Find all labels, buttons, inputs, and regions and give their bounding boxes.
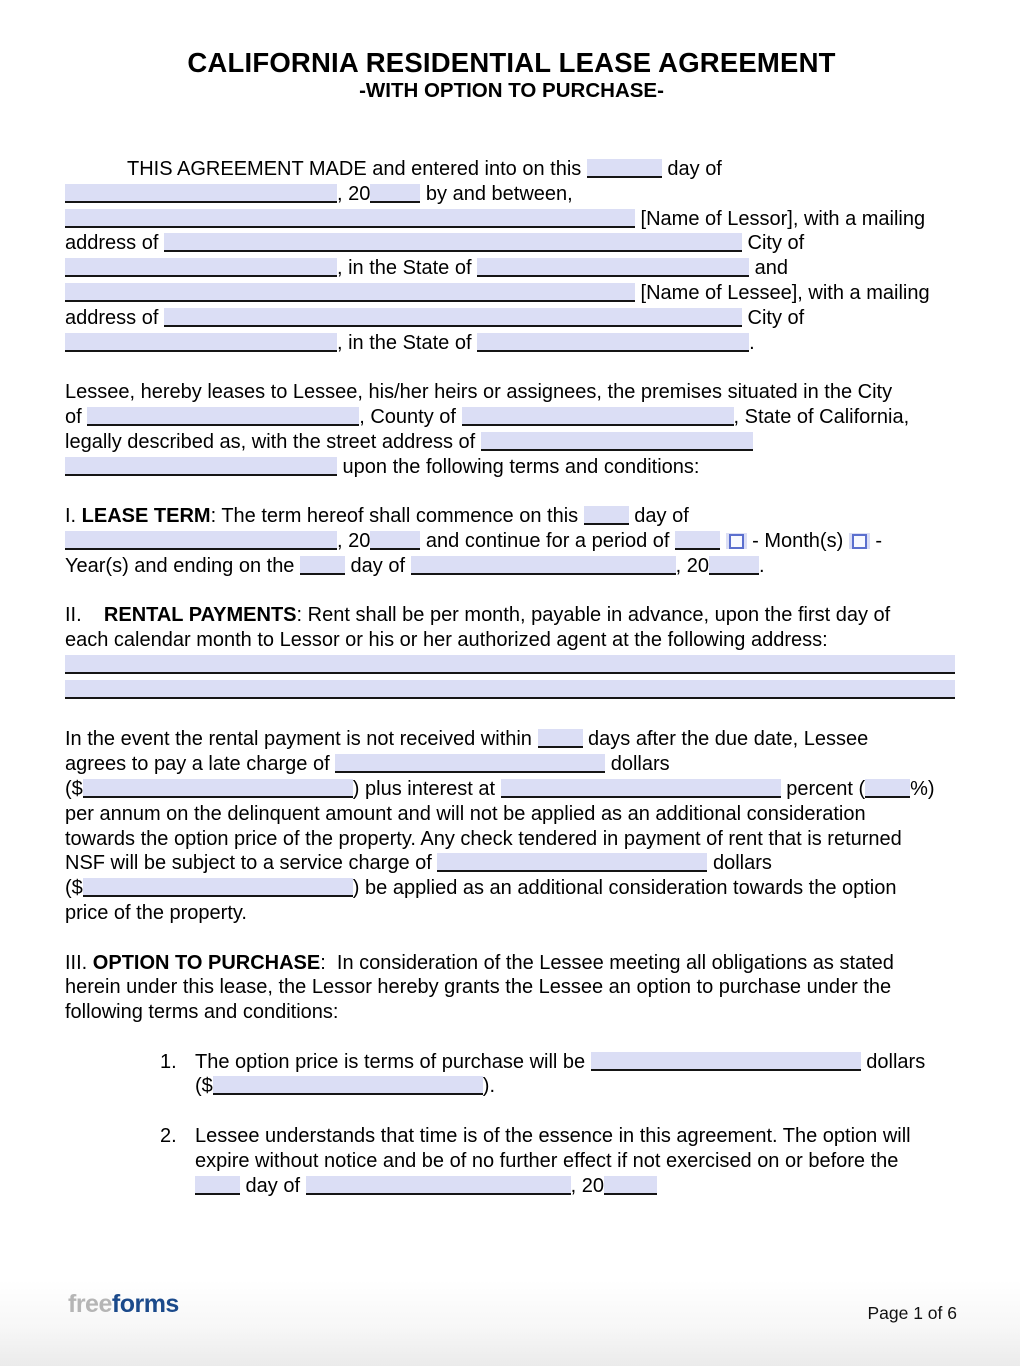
text-line bbox=[65, 628, 958, 653]
text-run: City of bbox=[741, 232, 805, 255]
checkbox-box-icon bbox=[729, 534, 744, 549]
field-lessee-city[interactable] bbox=[65, 333, 337, 352]
field-end-month[interactable] bbox=[411, 556, 676, 575]
field-lessor-address[interactable] bbox=[164, 233, 742, 252]
text-line bbox=[195, 1124, 911, 1149]
text-run: ) plus interest at bbox=[352, 777, 501, 800]
text-line bbox=[65, 827, 958, 852]
text-run: , in the State of bbox=[337, 331, 478, 354]
field-interest-rate-percent[interactable] bbox=[865, 779, 910, 798]
page-number: Page 1 of 6 bbox=[867, 1303, 957, 1323]
logo-forms-text: forms bbox=[111, 1290, 179, 1318]
field-lessor-state[interactable] bbox=[477, 258, 749, 277]
text-run: . bbox=[749, 331, 755, 354]
field-street-address-cont[interactable] bbox=[65, 457, 337, 476]
text-run: %) bbox=[910, 777, 935, 800]
logo-free-text: free bbox=[68, 1290, 112, 1318]
section-option-to-purchase bbox=[65, 951, 958, 1025]
bold-text-run: RENTAL PAYMENTS bbox=[103, 604, 297, 627]
intro-paragraph bbox=[65, 157, 958, 355]
section-rental-payments bbox=[65, 603, 958, 702]
freeforms-logo bbox=[68, 1292, 179, 1317]
late-charge-paragraph bbox=[65, 727, 958, 925]
text-run: Lessee, hereby leases to Lessee, his/her heirs or assignees, the premises situated in the City bbox=[65, 381, 893, 404]
list-body bbox=[195, 1124, 911, 1198]
text-run: - bbox=[869, 529, 883, 552]
text-line bbox=[65, 777, 958, 802]
document-subtitle: -WITH OPTION TO PURCHASE- bbox=[359, 79, 664, 102]
text-run: , State of California, bbox=[733, 405, 910, 428]
text-run: of bbox=[65, 405, 88, 428]
text-run: City of bbox=[741, 306, 805, 329]
field-interest-rate-words[interactable] bbox=[501, 779, 781, 798]
list-number: 1. bbox=[160, 1050, 177, 1073]
field-execution-day[interactable] bbox=[587, 159, 662, 178]
text-line bbox=[65, 455, 958, 480]
text-line bbox=[195, 1074, 925, 1099]
text-line bbox=[65, 876, 958, 901]
text-line bbox=[65, 752, 958, 777]
text-line bbox=[65, 281, 958, 306]
text-run: Lessee understands that time is of the essence in this agreement. The option will bbox=[195, 1125, 911, 1148]
bold-text-run: OPTION TO PURCHASE bbox=[92, 951, 321, 974]
text-line bbox=[65, 727, 958, 752]
text-line bbox=[65, 380, 958, 405]
text-run: II. bbox=[65, 604, 104, 627]
text-run: percent ( bbox=[780, 777, 866, 800]
field-lessee-name[interactable] bbox=[65, 283, 635, 302]
text-line bbox=[65, 256, 958, 281]
field-late-days[interactable] bbox=[538, 729, 583, 748]
bold-text-run: LEASE TERM bbox=[81, 505, 211, 528]
field-end-day[interactable] bbox=[300, 556, 345, 575]
text-run: I. bbox=[65, 505, 82, 528]
field-execution-year[interactable] bbox=[370, 184, 420, 203]
field-option-price-words[interactable] bbox=[591, 1052, 861, 1071]
text-run: legally described as, with the street address of bbox=[65, 430, 481, 453]
text-line bbox=[65, 157, 958, 182]
text-run: : The term hereof shall commence on this bbox=[210, 505, 584, 528]
text-run: , County of bbox=[359, 405, 462, 428]
text-run: In the event the rental payment is not received within bbox=[65, 728, 538, 751]
document-title: CALIFORNIA RESIDENTIAL LEASE AGREEMENT bbox=[187, 47, 836, 78]
text-run: day of bbox=[345, 554, 411, 577]
field-execution-month[interactable] bbox=[65, 184, 337, 203]
text-line bbox=[65, 603, 958, 628]
text-run: upon the following terms and conditions: bbox=[337, 455, 700, 478]
text-run: [Name of Lessor], with a mailing bbox=[635, 207, 926, 230]
text-line bbox=[65, 231, 958, 256]
text-run: , 20 bbox=[570, 1174, 604, 1197]
text-run: address of bbox=[65, 306, 164, 329]
text-line bbox=[65, 802, 958, 827]
text-run: price of the property. bbox=[65, 901, 247, 924]
text-line bbox=[65, 975, 958, 1000]
field-lessee-state[interactable] bbox=[477, 333, 749, 352]
page-footer bbox=[0, 1280, 1020, 1366]
text-run: dollars bbox=[860, 1050, 926, 1073]
text-run: , 20 bbox=[675, 554, 709, 577]
field-commence-day[interactable] bbox=[584, 506, 629, 525]
text-run: ). bbox=[482, 1075, 496, 1098]
text-run: ($ bbox=[195, 1075, 213, 1098]
text-run: following terms and conditions: bbox=[65, 1001, 339, 1024]
field-lessor-city[interactable] bbox=[65, 258, 337, 277]
text-run: : In consideration of the Lessee meeting all obligations as stated bbox=[320, 951, 894, 974]
text-run: The option price is terms of purchase will be bbox=[195, 1050, 591, 1073]
list-number: 2. bbox=[160, 1125, 177, 1148]
field-end-year[interactable] bbox=[709, 556, 759, 575]
text-line bbox=[65, 331, 958, 356]
text-run: [Name of Lessee], with a mailing bbox=[635, 281, 930, 304]
field-payment-address-line-1[interactable] bbox=[65, 655, 955, 674]
text-run: THIS AGREEMENT MADE and entered into on this bbox=[127, 158, 587, 180]
text-run: day of bbox=[240, 1174, 306, 1197]
text-run: ) be applied as an additional consideration towards the option bbox=[352, 877, 897, 900]
text-line bbox=[65, 1000, 958, 1025]
field-period-count[interactable] bbox=[675, 531, 720, 550]
text-run: day of bbox=[661, 158, 722, 180]
field-option-expire-year[interactable] bbox=[604, 1176, 657, 1195]
field-nsf-charge-amount[interactable] bbox=[83, 878, 353, 897]
text-run: ($ bbox=[65, 777, 83, 800]
text-line bbox=[65, 554, 958, 579]
text-run: and bbox=[749, 257, 789, 280]
text-run: dollars bbox=[605, 753, 670, 776]
field-late-charge-words[interactable] bbox=[335, 754, 605, 773]
premises-paragraph bbox=[65, 380, 958, 479]
text-line bbox=[65, 504, 958, 529]
field-premises-city[interactable] bbox=[87, 407, 359, 426]
text-run: day of bbox=[628, 505, 689, 528]
field-nsf-charge-words[interactable] bbox=[437, 853, 707, 872]
field-option-price-amount[interactable] bbox=[213, 1076, 483, 1095]
years-checkbox[interactable] bbox=[849, 533, 870, 549]
text-run: NSF will be subject to a service charge of bbox=[65, 852, 438, 875]
text-run: - Month(s) bbox=[746, 529, 849, 552]
text-line bbox=[65, 851, 958, 876]
months-checkbox[interactable] bbox=[726, 533, 747, 549]
text-run: Year(s) and ending on the bbox=[65, 554, 300, 577]
text-run: each calendar month to Lessor or his or her authorized agent at the following address: bbox=[65, 629, 828, 652]
text-line bbox=[65, 901, 958, 926]
field-commence-year[interactable] bbox=[370, 531, 420, 550]
field-option-expire-month[interactable] bbox=[306, 1176, 571, 1195]
field-payment-address-line-2[interactable] bbox=[65, 680, 955, 699]
option-price-item bbox=[65, 1050, 958, 1100]
text-run: , 20 bbox=[337, 182, 371, 205]
field-option-expire-day[interactable] bbox=[195, 1176, 240, 1195]
option-expiry-item bbox=[65, 1124, 958, 1198]
document-body bbox=[65, 157, 958, 1198]
text-run: and continue for a period of bbox=[420, 529, 675, 552]
section-lease-term bbox=[65, 504, 958, 578]
text-run: towards the option price of the property. Any check tendered in payment of rent that is returned bbox=[65, 827, 902, 850]
checkbox-box-icon bbox=[852, 534, 867, 549]
text-line bbox=[195, 1149, 911, 1174]
field-premises-county[interactable] bbox=[462, 407, 734, 426]
text-run: herein under this lease, the Lessor hereby grants the Lessee an option to purchase under the bbox=[65, 976, 892, 999]
field-lessee-address[interactable] bbox=[164, 308, 742, 327]
text-line bbox=[65, 182, 958, 207]
text-line bbox=[65, 430, 958, 455]
text-line bbox=[65, 405, 958, 430]
text-line bbox=[65, 207, 958, 232]
text-run: dollars bbox=[707, 852, 772, 875]
text-run: : Rent shall be per month, payable in advance, upon the first day of bbox=[296, 604, 891, 627]
field-street-address[interactable] bbox=[481, 432, 753, 451]
text-line bbox=[195, 1174, 911, 1199]
text-run: . bbox=[758, 554, 765, 577]
field-commence-month[interactable] bbox=[65, 531, 337, 550]
text-line bbox=[65, 306, 958, 331]
text-run: agrees to pay a late charge of bbox=[65, 753, 336, 776]
text-run: by and between, bbox=[420, 182, 573, 205]
text-run: , in the State of bbox=[337, 257, 478, 280]
text-run: III. bbox=[65, 951, 93, 974]
text-line bbox=[65, 529, 958, 554]
text-run: , 20 bbox=[337, 529, 371, 552]
text-run: ($ bbox=[65, 877, 83, 900]
text-line bbox=[65, 678, 958, 703]
field-late-charge-amount[interactable] bbox=[83, 779, 353, 798]
text-run: expire without notice and be of no further effect if not exercised on or before the bbox=[195, 1149, 899, 1172]
text-run: days after the due date, Lessee bbox=[582, 728, 869, 751]
text-line bbox=[195, 1050, 925, 1075]
text-line bbox=[65, 653, 958, 678]
field-lessor-name[interactable] bbox=[65, 209, 635, 228]
text-run: address of bbox=[65, 232, 164, 255]
list-body bbox=[195, 1050, 925, 1100]
text-run: per annum on the delinquent amount and will not be applied as an additional consideration bbox=[65, 802, 866, 825]
text-line bbox=[65, 951, 958, 976]
